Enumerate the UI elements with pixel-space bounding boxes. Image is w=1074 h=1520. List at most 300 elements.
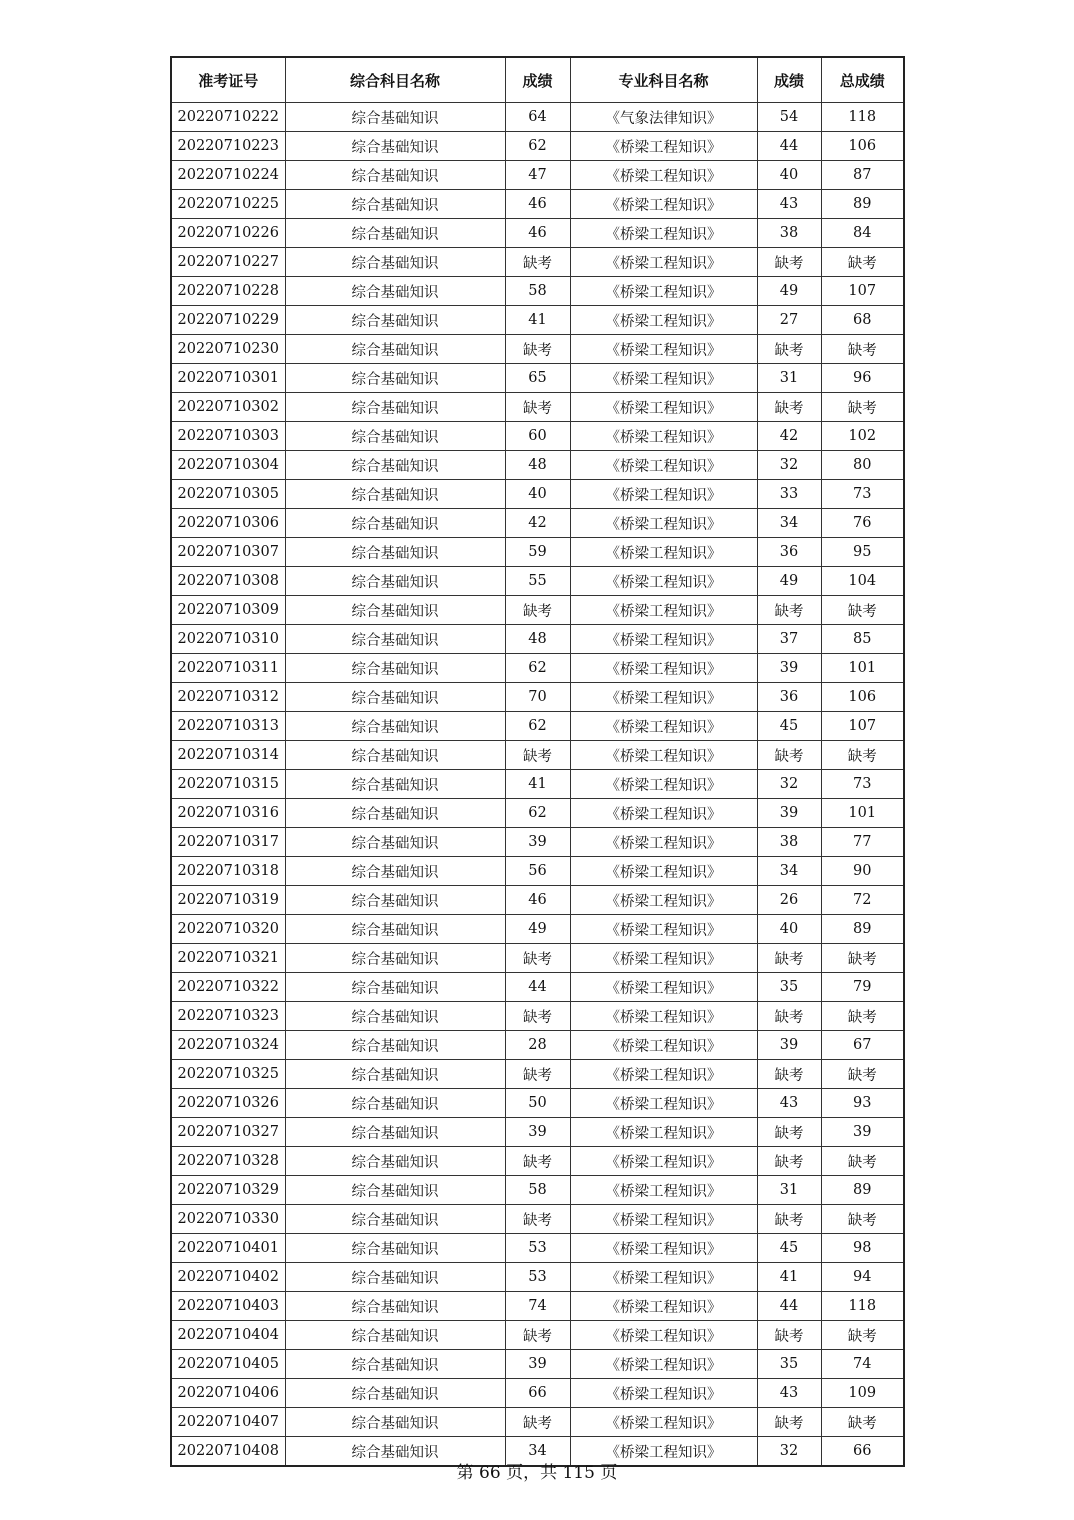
general-subject-cell: 综合基础知识	[285, 1437, 505, 1467]
table-row	[171, 422, 904, 451]
exam-id-cell: 20220710302	[171, 393, 285, 422]
general-subject-cell: 综合基础知识	[285, 1118, 505, 1147]
general-subject-cell: 综合基础知识	[285, 248, 505, 277]
total-score-cell: 89	[821, 190, 904, 219]
total-score-cell: 72	[821, 886, 904, 915]
total-score-cell: 缺考	[821, 393, 904, 422]
exam-id-cell: 20220710225	[171, 190, 285, 219]
major-score-cell: 缺考	[757, 1408, 821, 1437]
total-score-cell: 104	[821, 567, 904, 596]
major-score-cell: 45	[757, 1234, 821, 1263]
major-score-cell: 缺考	[757, 248, 821, 277]
general-subject-cell: 综合基础知识	[285, 1060, 505, 1089]
major-subject-cell: 《桥梁工程知识》	[570, 219, 757, 248]
general-score-cell: 缺考	[505, 944, 570, 973]
table-row	[171, 132, 904, 161]
total-score-cell: 101	[821, 799, 904, 828]
general-score-cell: 66	[505, 1379, 570, 1408]
general-score-cell: 49	[505, 915, 570, 944]
major-score-cell: 40	[757, 161, 821, 190]
major-score-cell: 36	[757, 538, 821, 567]
major-score-cell: 43	[757, 1089, 821, 1118]
general-score-cell: 缺考	[505, 1205, 570, 1234]
general-score-cell: 缺考	[505, 248, 570, 277]
exam-id-cell: 20220710319	[171, 886, 285, 915]
total-score-cell: 96	[821, 364, 904, 393]
exam-id-cell: 20220710308	[171, 567, 285, 596]
table-row	[171, 103, 904, 132]
exam-id-cell: 20220710406	[171, 1379, 285, 1408]
general-subject-cell: 综合基础知识	[285, 1002, 505, 1031]
major-score-cell: 缺考	[757, 1060, 821, 1089]
general-score-cell: 42	[505, 509, 570, 538]
exam-id-cell: 20220710325	[171, 1060, 285, 1089]
general-subject-cell: 综合基础知识	[285, 1234, 505, 1263]
exam-id-cell: 20220710230	[171, 335, 285, 364]
exam-id-cell: 20220710402	[171, 1263, 285, 1292]
major-subject-cell: 《桥梁工程知识》	[570, 248, 757, 277]
major-score-cell: 40	[757, 915, 821, 944]
major-subject-cell: 《桥梁工程知识》	[570, 915, 757, 944]
table-header-row	[171, 57, 904, 103]
major-subject-cell: 《桥梁工程知识》	[570, 625, 757, 654]
major-score-cell: 缺考	[757, 1147, 821, 1176]
general-score-cell: 65	[505, 364, 570, 393]
major-score-cell: 缺考	[757, 1002, 821, 1031]
major-subject-cell: 《桥梁工程知识》	[570, 654, 757, 683]
general-score-cell: 缺考	[505, 741, 570, 770]
major-score-cell: 32	[757, 770, 821, 799]
table-row	[171, 712, 904, 741]
major-subject-cell: 《桥梁工程知识》	[570, 451, 757, 480]
general-subject-cell: 综合基础知识	[285, 857, 505, 886]
total-score-cell: 73	[821, 770, 904, 799]
total-score-cell: 98	[821, 1234, 904, 1263]
general-subject-cell: 综合基础知识	[285, 1379, 505, 1408]
table-row	[171, 1147, 904, 1176]
exam-id-cell: 20220710305	[171, 480, 285, 509]
general-subject-cell: 综合基础知识	[285, 654, 505, 683]
general-subject-cell: 综合基础知识	[285, 712, 505, 741]
general-score-cell: 缺考	[505, 596, 570, 625]
major-subject-cell: 《桥梁工程知识》	[570, 857, 757, 886]
major-subject-cell: 《桥梁工程知识》	[570, 509, 757, 538]
exam-id-cell: 20220710301	[171, 364, 285, 393]
header-exam-id: 准考证号	[171, 57, 285, 103]
major-subject-cell: 《桥梁工程知识》	[570, 538, 757, 567]
major-subject-cell: 《桥梁工程知识》	[570, 683, 757, 712]
table-row	[171, 1060, 904, 1089]
major-score-cell: 缺考	[757, 1118, 821, 1147]
exam-id-cell: 20220710313	[171, 712, 285, 741]
major-score-cell: 26	[757, 886, 821, 915]
exam-id-cell: 20220710320	[171, 915, 285, 944]
major-subject-cell: 《桥梁工程知识》	[570, 132, 757, 161]
exam-id-cell: 20220710316	[171, 799, 285, 828]
general-subject-cell: 综合基础知识	[285, 973, 505, 1002]
general-subject-cell: 综合基础知识	[285, 915, 505, 944]
general-subject-cell: 综合基础知识	[285, 1031, 505, 1060]
major-score-cell: 缺考	[757, 741, 821, 770]
general-subject-cell: 综合基础知识	[285, 741, 505, 770]
table-row	[171, 1205, 904, 1234]
total-score-cell: 107	[821, 277, 904, 306]
general-score-cell: 62	[505, 132, 570, 161]
major-subject-cell: 《桥梁工程知识》	[570, 1379, 757, 1408]
total-score-cell: 缺考	[821, 335, 904, 364]
major-subject-cell: 《桥梁工程知识》	[570, 277, 757, 306]
total-score-cell: 106	[821, 683, 904, 712]
table-row	[171, 1292, 904, 1321]
total-score-cell: 缺考	[821, 1408, 904, 1437]
exam-id-cell: 20220710229	[171, 306, 285, 335]
total-score-cell: 102	[821, 422, 904, 451]
general-subject-cell: 综合基础知识	[285, 1408, 505, 1437]
table-row	[171, 248, 904, 277]
exam-id-cell: 20220710324	[171, 1031, 285, 1060]
major-subject-cell: 《气象法律知识》	[570, 103, 757, 132]
major-score-cell: 33	[757, 480, 821, 509]
major-score-cell: 32	[757, 1437, 821, 1467]
total-score-cell: 89	[821, 1176, 904, 1205]
major-subject-cell: 《桥梁工程知识》	[570, 335, 757, 364]
table-row	[171, 306, 904, 335]
general-subject-cell: 综合基础知识	[285, 1321, 505, 1350]
major-subject-cell: 《桥梁工程知识》	[570, 1089, 757, 1118]
total-score-cell: 缺考	[821, 1205, 904, 1234]
table-row	[171, 857, 904, 886]
major-subject-cell: 《桥梁工程知识》	[570, 886, 757, 915]
major-score-cell: 37	[757, 625, 821, 654]
general-score-cell: 39	[505, 828, 570, 857]
major-subject-cell: 《桥梁工程知识》	[570, 1234, 757, 1263]
total-score-cell: 73	[821, 480, 904, 509]
exam-id-cell: 20220710309	[171, 596, 285, 625]
exam-id-cell: 20220710307	[171, 538, 285, 567]
total-score-cell: 缺考	[821, 944, 904, 973]
major-score-cell: 39	[757, 799, 821, 828]
total-score-cell: 74	[821, 1350, 904, 1379]
general-subject-cell: 综合基础知识	[285, 306, 505, 335]
major-subject-cell: 《桥梁工程知识》	[570, 770, 757, 799]
major-score-cell: 35	[757, 973, 821, 1002]
major-subject-cell: 《桥梁工程知识》	[570, 1002, 757, 1031]
total-score-cell: 101	[821, 654, 904, 683]
major-score-cell: 35	[757, 1350, 821, 1379]
major-subject-cell: 《桥梁工程知识》	[570, 973, 757, 1002]
table-row	[171, 509, 904, 538]
major-subject-cell: 《桥梁工程知识》	[570, 1408, 757, 1437]
exam-id-cell: 20220710226	[171, 219, 285, 248]
general-score-cell: 34	[505, 1437, 570, 1467]
general-score-cell: 58	[505, 1176, 570, 1205]
major-score-cell: 44	[757, 132, 821, 161]
total-score-cell: 77	[821, 828, 904, 857]
exam-id-cell: 20220710315	[171, 770, 285, 799]
major-subject-cell: 《桥梁工程知识》	[570, 1031, 757, 1060]
general-score-cell: 48	[505, 451, 570, 480]
general-score-cell: 47	[505, 161, 570, 190]
table-row	[171, 1321, 904, 1350]
total-score-cell: 76	[821, 509, 904, 538]
major-score-cell: 43	[757, 1379, 821, 1408]
exam-id-cell: 20220710321	[171, 944, 285, 973]
general-score-cell: 64	[505, 103, 570, 132]
major-score-cell: 缺考	[757, 944, 821, 973]
general-subject-cell: 综合基础知识	[285, 277, 505, 306]
major-subject-cell: 《桥梁工程知识》	[570, 1321, 757, 1350]
general-score-cell: 缺考	[505, 1321, 570, 1350]
general-score-cell: 62	[505, 654, 570, 683]
exam-id-cell: 20220710227	[171, 248, 285, 277]
general-subject-cell: 综合基础知识	[285, 1089, 505, 1118]
major-score-cell: 38	[757, 219, 821, 248]
total-score-cell: 缺考	[821, 248, 904, 277]
general-score-cell: 53	[505, 1263, 570, 1292]
general-subject-cell: 综合基础知识	[285, 567, 505, 596]
table-row	[171, 654, 904, 683]
major-score-cell: 31	[757, 1176, 821, 1205]
major-score-cell: 45	[757, 712, 821, 741]
general-score-cell: 55	[505, 567, 570, 596]
major-subject-cell: 《桥梁工程知识》	[570, 1176, 757, 1205]
general-subject-cell: 综合基础知识	[285, 828, 505, 857]
major-score-cell: 36	[757, 683, 821, 712]
table-row	[171, 161, 904, 190]
exam-id-cell: 20220710403	[171, 1292, 285, 1321]
major-score-cell: 缺考	[757, 596, 821, 625]
general-score-cell: 53	[505, 1234, 570, 1263]
exam-id-cell: 20220710222	[171, 103, 285, 132]
general-subject-cell: 综合基础知识	[285, 683, 505, 712]
general-subject-cell: 综合基础知识	[285, 538, 505, 567]
general-score-cell: 60	[505, 422, 570, 451]
total-score-cell: 87	[821, 161, 904, 190]
total-score-cell: 94	[821, 1263, 904, 1292]
table-row	[171, 1002, 904, 1031]
major-score-cell: 31	[757, 364, 821, 393]
general-subject-cell: 综合基础知识	[285, 190, 505, 219]
general-score-cell: 缺考	[505, 1147, 570, 1176]
major-subject-cell: 《桥梁工程知识》	[570, 596, 757, 625]
general-score-cell: 56	[505, 857, 570, 886]
major-subject-cell: 《桥梁工程知识》	[570, 480, 757, 509]
major-subject-cell: 《桥梁工程知识》	[570, 1118, 757, 1147]
general-score-cell: 缺考	[505, 393, 570, 422]
header-general-subject: 综合科目名称	[285, 57, 505, 103]
major-subject-cell: 《桥梁工程知识》	[570, 364, 757, 393]
general-score-cell: 62	[505, 799, 570, 828]
general-subject-cell: 综合基础知识	[285, 132, 505, 161]
exam-id-cell: 20220710318	[171, 857, 285, 886]
table-row	[171, 683, 904, 712]
general-subject-cell: 综合基础知识	[285, 219, 505, 248]
table-row	[171, 596, 904, 625]
general-subject-cell: 综合基础知识	[285, 770, 505, 799]
general-score-cell: 46	[505, 190, 570, 219]
total-score-cell: 106	[821, 132, 904, 161]
exam-id-cell: 20220710327	[171, 1118, 285, 1147]
total-score-cell: 84	[821, 219, 904, 248]
major-subject-cell: 《桥梁工程知识》	[570, 1060, 757, 1089]
table-row	[171, 886, 904, 915]
exam-id-cell: 20220710407	[171, 1408, 285, 1437]
header-major-score: 成绩	[757, 57, 821, 103]
table-row	[171, 480, 904, 509]
exam-id-cell: 20220710304	[171, 451, 285, 480]
header-total-score: 总成绩	[821, 57, 904, 103]
total-score-cell: 109	[821, 1379, 904, 1408]
major-score-cell: 32	[757, 451, 821, 480]
total-score-cell: 107	[821, 712, 904, 741]
major-subject-cell: 《桥梁工程知识》	[570, 1205, 757, 1234]
page-number: 第 66 页，共 115 页	[456, 1463, 618, 1483]
general-subject-cell: 综合基础知识	[285, 1292, 505, 1321]
exam-id-cell: 20220710408	[171, 1437, 285, 1467]
major-subject-cell: 《桥梁工程知识》	[570, 944, 757, 973]
general-subject-cell: 综合基础知识	[285, 1147, 505, 1176]
exam-id-cell: 20220710310	[171, 625, 285, 654]
table-body	[171, 103, 904, 1467]
major-subject-cell: 《桥梁工程知识》	[570, 712, 757, 741]
total-score-cell: 缺考	[821, 1321, 904, 1350]
major-subject-cell: 《桥梁工程知识》	[570, 161, 757, 190]
major-score-cell: 49	[757, 567, 821, 596]
table-row	[171, 219, 904, 248]
exam-id-cell: 20220710404	[171, 1321, 285, 1350]
general-score-cell: 46	[505, 219, 570, 248]
major-score-cell: 42	[757, 422, 821, 451]
general-score-cell: 48	[505, 625, 570, 654]
major-score-cell: 34	[757, 509, 821, 538]
general-subject-cell: 综合基础知识	[285, 944, 505, 973]
table-row	[171, 1408, 904, 1437]
score-table	[170, 56, 905, 1467]
general-subject-cell: 综合基础知识	[285, 1205, 505, 1234]
table-row	[171, 973, 904, 1002]
major-subject-cell: 《桥梁工程知识》	[570, 306, 757, 335]
major-subject-cell: 《桥梁工程知识》	[570, 567, 757, 596]
table-row	[171, 567, 904, 596]
total-score-cell: 95	[821, 538, 904, 567]
total-score-cell: 118	[821, 1292, 904, 1321]
total-score-cell: 90	[821, 857, 904, 886]
major-score-cell: 49	[757, 277, 821, 306]
general-subject-cell: 综合基础知识	[285, 799, 505, 828]
major-subject-cell: 《桥梁工程知识》	[570, 1437, 757, 1467]
general-score-cell: 28	[505, 1031, 570, 1060]
general-score-cell: 41	[505, 306, 570, 335]
exam-id-cell: 20220710228	[171, 277, 285, 306]
general-subject-cell: 综合基础知识	[285, 364, 505, 393]
table-row	[171, 190, 904, 219]
exam-id-cell: 20220710405	[171, 1350, 285, 1379]
major-score-cell: 43	[757, 190, 821, 219]
general-subject-cell: 综合基础知识	[285, 393, 505, 422]
general-score-cell: 缺考	[505, 1002, 570, 1031]
table-row	[171, 277, 904, 306]
table-row	[171, 1176, 904, 1205]
major-score-cell: 38	[757, 828, 821, 857]
table-row	[171, 1031, 904, 1060]
table-row	[171, 1263, 904, 1292]
table-row	[171, 335, 904, 364]
table-row	[171, 799, 904, 828]
table-row	[171, 1350, 904, 1379]
header-major-subject: 专业科目名称	[570, 57, 757, 103]
table-row	[171, 770, 904, 799]
table-row	[171, 393, 904, 422]
major-score-cell: 54	[757, 103, 821, 132]
general-score-cell: 50	[505, 1089, 570, 1118]
exam-id-cell: 20220710224	[171, 161, 285, 190]
table-row	[171, 1379, 904, 1408]
major-score-cell: 缺考	[757, 393, 821, 422]
general-subject-cell: 综合基础知识	[285, 1176, 505, 1205]
major-subject-cell: 《桥梁工程知识》	[570, 1292, 757, 1321]
general-score-cell: 70	[505, 683, 570, 712]
general-subject-cell: 综合基础知识	[285, 1263, 505, 1292]
general-subject-cell: 综合基础知识	[285, 1350, 505, 1379]
major-subject-cell: 《桥梁工程知识》	[570, 1350, 757, 1379]
table-row	[171, 1234, 904, 1263]
exam-id-cell: 20220710328	[171, 1147, 285, 1176]
general-score-cell: 46	[505, 886, 570, 915]
major-subject-cell: 《桥梁工程知识》	[570, 422, 757, 451]
general-score-cell: 44	[505, 973, 570, 1002]
total-score-cell: 118	[821, 103, 904, 132]
general-score-cell: 缺考	[505, 1408, 570, 1437]
table-row	[171, 451, 904, 480]
total-score-cell: 缺考	[821, 1147, 904, 1176]
total-score-cell: 85	[821, 625, 904, 654]
general-subject-cell: 综合基础知识	[285, 509, 505, 538]
header-general-score: 成绩	[505, 57, 570, 103]
major-subject-cell: 《桥梁工程知识》	[570, 1147, 757, 1176]
major-score-cell: 41	[757, 1263, 821, 1292]
total-score-cell: 93	[821, 1089, 904, 1118]
total-score-cell: 79	[821, 973, 904, 1002]
general-score-cell: 74	[505, 1292, 570, 1321]
exam-id-cell: 20220710322	[171, 973, 285, 1002]
exam-id-cell: 20220710223	[171, 132, 285, 161]
table-row	[171, 364, 904, 393]
table-row	[171, 741, 904, 770]
general-subject-cell: 综合基础知识	[285, 103, 505, 132]
exam-id-cell: 20220710323	[171, 1002, 285, 1031]
total-score-cell: 缺考	[821, 1002, 904, 1031]
table-row	[171, 538, 904, 567]
table-row	[171, 625, 904, 654]
total-score-cell: 缺考	[821, 741, 904, 770]
table-row	[171, 944, 904, 973]
exam-id-cell: 20220710306	[171, 509, 285, 538]
table-row	[171, 915, 904, 944]
major-subject-cell: 《桥梁工程知识》	[570, 190, 757, 219]
general-score-cell: 39	[505, 1350, 570, 1379]
general-subject-cell: 综合基础知识	[285, 886, 505, 915]
general-score-cell: 39	[505, 1118, 570, 1147]
general-score-cell: 62	[505, 712, 570, 741]
major-subject-cell: 《桥梁工程知识》	[570, 393, 757, 422]
exam-id-cell: 20220710303	[171, 422, 285, 451]
exam-id-cell: 20220710312	[171, 683, 285, 712]
total-score-cell: 66	[821, 1437, 904, 1467]
general-score-cell: 59	[505, 538, 570, 567]
major-score-cell: 27	[757, 306, 821, 335]
total-score-cell: 68	[821, 306, 904, 335]
exam-id-cell: 20220710326	[171, 1089, 285, 1118]
